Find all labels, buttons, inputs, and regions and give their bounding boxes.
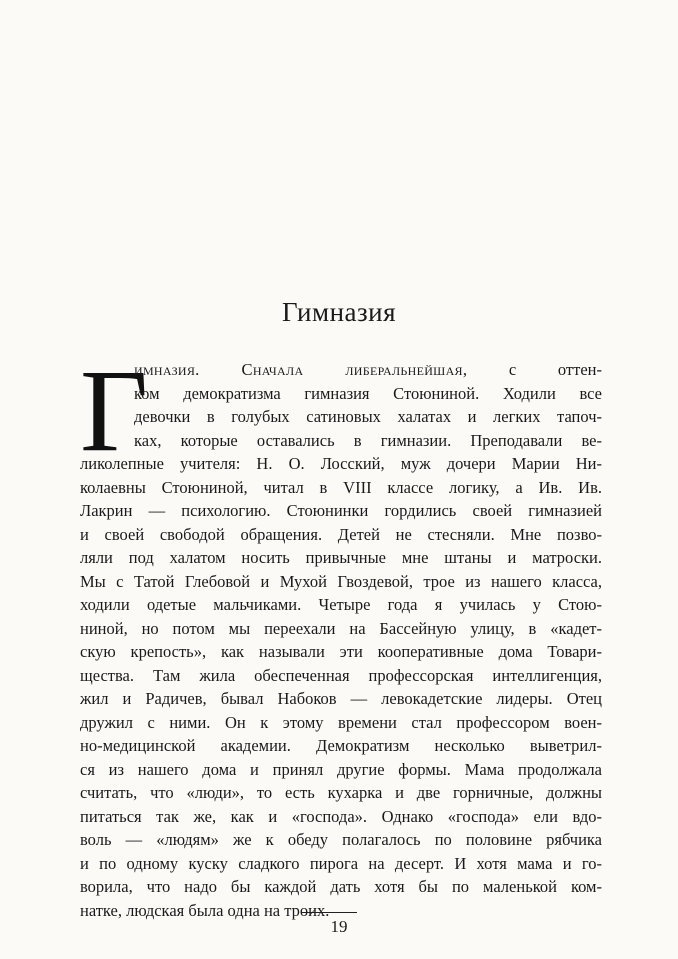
text-line: ся из нашего дома и принял другие формы. Мама продолжала — [80, 759, 602, 779]
text-line: и своей свободой обращения. Детей не стесняли. Мне позво- — [80, 524, 602, 544]
text-line — [134, 358, 602, 382]
text-line: но-медицинской академии. Демократизм несколько выветрил- — [80, 736, 602, 755]
text-line: Лакрин — психологию. Стоюнинки гордились своей гимназией — [80, 501, 602, 520]
text-line: дружил с ними. Он к этому времени стал профессором воен- — [80, 712, 602, 732]
text-line: питаться так же, как и «господа». Однако «господа» ели вдо- — [80, 806, 602, 826]
text-line-tail: с оттен- — [467, 360, 602, 379]
page-number: 19 — [330, 917, 348, 936]
text-line: натке, людская была одна на троих. — [80, 900, 330, 920]
text-line: Мы с Татой Глебовой и Мухой Гвоздевой, трое из нашего класса, — [80, 571, 602, 591]
text-line: жил и Радичев, бывал Набоков — левокадетские лидеры. Отец — [80, 689, 602, 708]
text-line: ликолепные учителя: Н. О. Лосский, муж дочери Марии Ни- — [80, 454, 602, 473]
text-line: скую крепость», как называли эти кооперативные дома Товари- — [80, 642, 602, 661]
text-line: ниной, но потом мы переехали на Бассейную улицу, в «кадет- — [80, 618, 602, 638]
text-line: ках, которые оставались в гимназии. Преподавали ве- — [134, 430, 602, 450]
text-line: девочки в голубых сатиновых халатах и легких тапоч- — [134, 407, 602, 426]
text-line: ходили одетые мальчиками. Четыре года я училась у Стою- — [80, 595, 602, 614]
chapter-title: Гимназия — [281, 297, 397, 327]
text-line: и по одному куску сладкого пирога на десерт. И хотя мама и го- — [80, 853, 602, 873]
text-line: воль — «людям» же к обеду полагалось по половине рябчика — [80, 830, 602, 849]
lead-smallcaps: имназия. Сначала либеральнейшая, — [134, 360, 468, 379]
text-line: ляли под халатом носить привычные мне штаны и матроски. — [80, 548, 602, 567]
text-line: ком демократизма гимназия Стоюниной. Ходили все — [134, 383, 602, 403]
footer-rule — [301, 912, 357, 913]
text-line: считать, что «люди», то есть кухарка и две горничные, должны — [80, 783, 602, 802]
text-line: щества. Там жила обеспеченная профессорская интеллигенция, — [80, 665, 602, 685]
drop-cap: Г — [80, 345, 149, 476]
text-line: колаевны Стоюниной, читал в VIII классе логику, а Ив. Ив. — [80, 477, 602, 497]
text-line: ворила, что надо бы каждой дать хотя бы по маленькой ком- — [80, 877, 602, 896]
body-paragraph — [80, 358, 602, 922]
